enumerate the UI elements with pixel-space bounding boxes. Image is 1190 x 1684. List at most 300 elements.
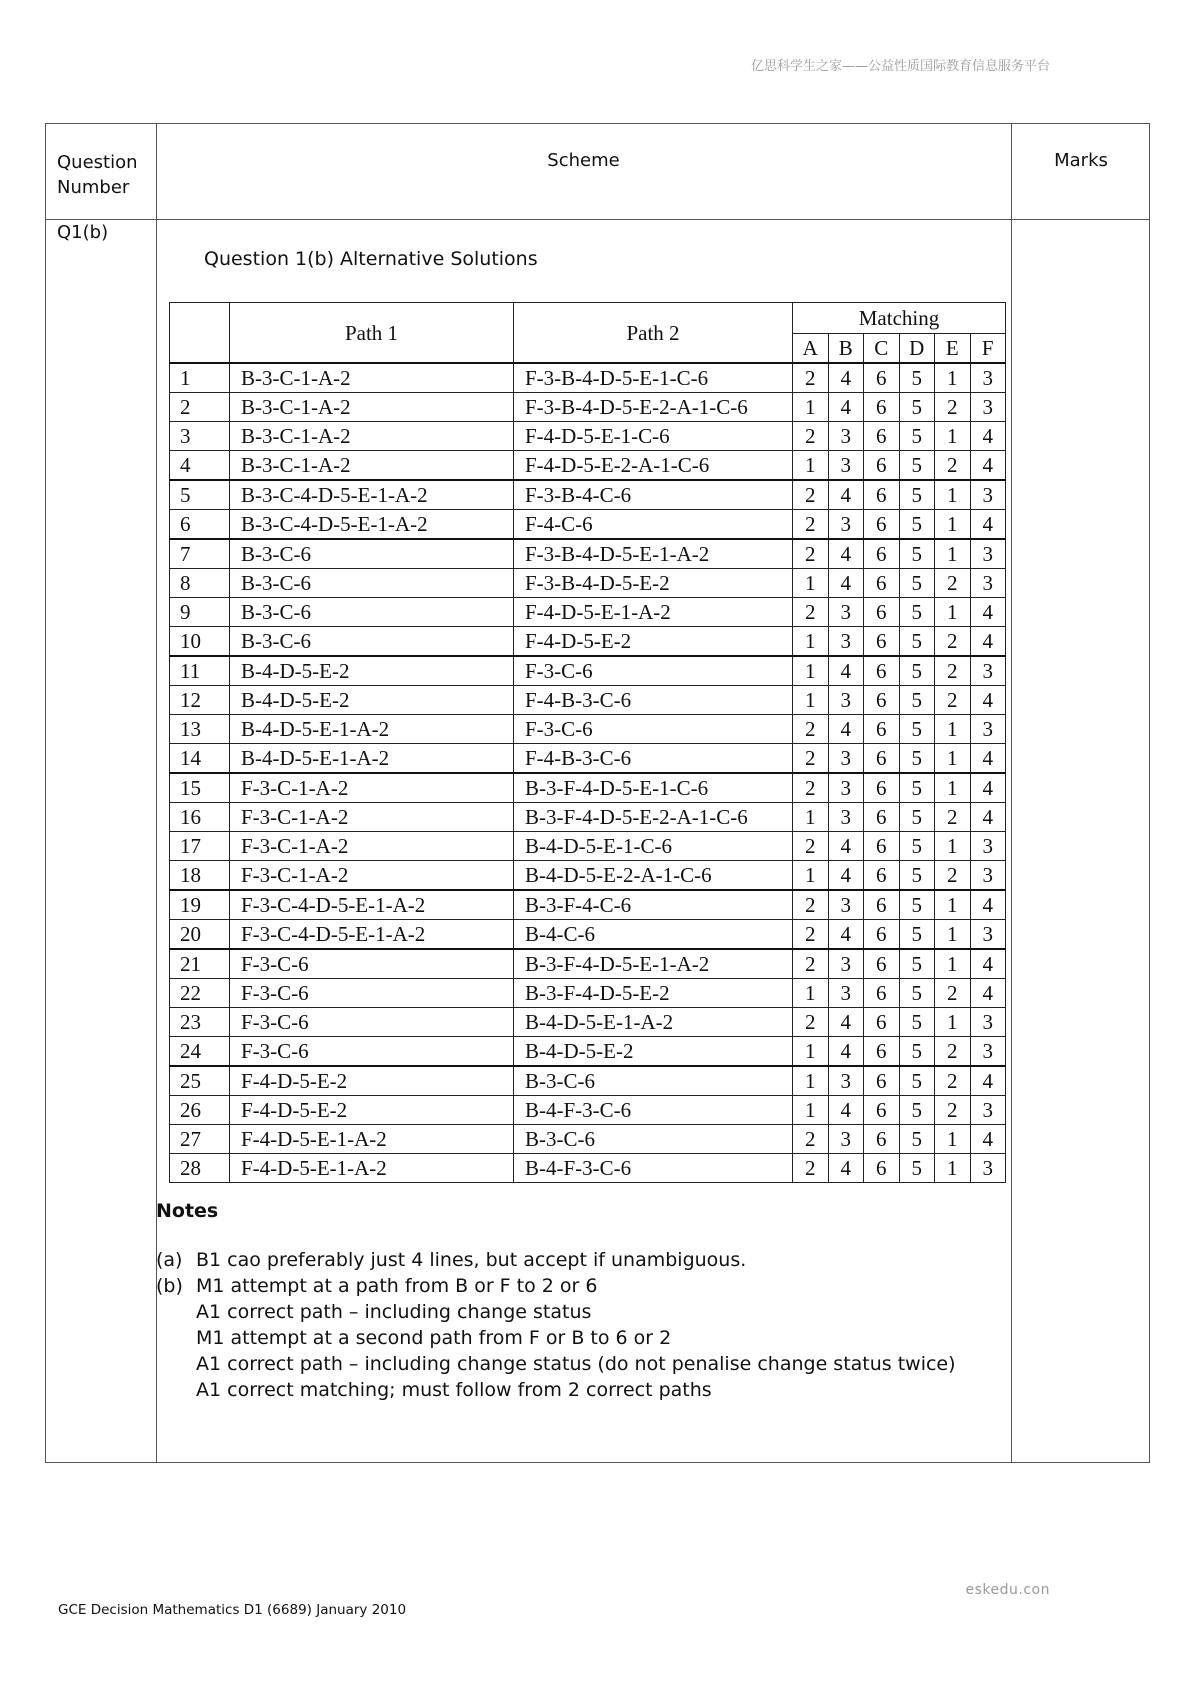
path1-cell: B-3-C-6 (230, 627, 514, 657)
path2-cell: B-4-D-5-E-1-A-2 (514, 1008, 793, 1037)
matching-cell: 3 (970, 861, 1006, 891)
matching-cell: 2 (935, 861, 971, 891)
matching-cell: 6 (864, 598, 900, 627)
matching-cell: 4 (970, 979, 1006, 1008)
note-line (156, 1325, 956, 1351)
matching-header: Matching (793, 303, 1006, 334)
matching-cell: 6 (864, 1154, 900, 1183)
path1-cell: F-4-D-5-E-1-A-2 (230, 1125, 514, 1154)
table-row (170, 1066, 1006, 1096)
table-row (170, 949, 1006, 979)
path2-cell: B-3-F-4-D-5-E-2-A-1-C-6 (514, 803, 793, 832)
matching-cell: 4 (828, 1154, 864, 1183)
table-row (170, 773, 1006, 803)
matching-cell: 2 (935, 569, 971, 598)
note-text: A1 correct path – including change status (196, 1301, 592, 1323)
matching-cell: 3 (828, 627, 864, 657)
matching-cell: 5 (899, 569, 935, 598)
path1-cell: F-3-C-6 (230, 979, 514, 1008)
matching-cell: 5 (899, 1154, 935, 1183)
footer-title: GCE Decision Mathematics D1 (6689) January 2010 (58, 1602, 407, 1618)
path1-cell: F-3-C-4-D-5-E-1-A-2 (230, 920, 514, 950)
matching-cell: 1 (935, 744, 971, 774)
row-number: 20 (170, 920, 230, 950)
row-number: 1 (170, 363, 230, 393)
matching-cell: 4 (828, 920, 864, 950)
table-row (170, 890, 1006, 920)
matching-cell: 6 (864, 949, 900, 979)
matching-cell: 4 (828, 363, 864, 393)
matching-cell: 3 (970, 832, 1006, 861)
matching-cell: 5 (899, 1125, 935, 1154)
notes-list (156, 1247, 956, 1403)
path1-cell: F-3-C-1-A-2 (230, 861, 514, 891)
path2-cell: B-3-F-4-C-6 (514, 890, 793, 920)
matching-cell: 6 (864, 686, 900, 715)
scheme-header: Scheme (547, 150, 620, 171)
path2-cell: F-4-D-5-E-2-A-1-C-6 (514, 451, 793, 481)
letter-header: D (899, 334, 935, 364)
table-row (170, 598, 1006, 627)
matching-cell: 2 (793, 890, 829, 920)
path1-cell: B-3-C-6 (230, 598, 514, 627)
matching-cell: 3 (828, 422, 864, 451)
marks-header: Marks (1054, 150, 1108, 171)
matching-cell: 2 (935, 451, 971, 481)
matching-cell: 2 (935, 1096, 971, 1125)
column-divider-2 (1011, 124, 1012, 1462)
matching-cell: 5 (899, 949, 935, 979)
matching-cell: 1 (935, 949, 971, 979)
matching-cell: 4 (970, 803, 1006, 832)
matching-cell: 5 (899, 686, 935, 715)
matching-cell: 1 (935, 1125, 971, 1154)
matching-cell: 4 (828, 393, 864, 422)
letter-header: C (864, 334, 900, 364)
matching-cell: 3 (970, 1008, 1006, 1037)
row-number: 7 (170, 539, 230, 569)
row-number: 9 (170, 598, 230, 627)
matching-cell: 3 (828, 803, 864, 832)
table-row (170, 569, 1006, 598)
matching-cell: 1 (793, 979, 829, 1008)
matching-cell: 2 (793, 539, 829, 569)
path1-cell: F-3-C-1-A-2 (230, 803, 514, 832)
path2-cell: F-4-C-6 (514, 510, 793, 540)
path1-cell: F-3-C-1-A-2 (230, 773, 514, 803)
path1-cell: B-4-D-5-E-1-A-2 (230, 744, 514, 774)
note-label: (a) (156, 1249, 183, 1271)
path1-cell: B-3-C-6 (230, 539, 514, 569)
matching-cell: 1 (793, 393, 829, 422)
matching-cell: 1 (935, 598, 971, 627)
matching-cell: 3 (828, 979, 864, 1008)
matching-cell: 4 (970, 627, 1006, 657)
matching-cell: 4 (828, 539, 864, 569)
matching-cell: 2 (935, 627, 971, 657)
matching-cell: 6 (864, 715, 900, 744)
matching-cell: 6 (864, 832, 900, 861)
matching-cell: 4 (970, 1125, 1006, 1154)
table-row (170, 832, 1006, 861)
matching-cell: 4 (828, 832, 864, 861)
row-number: 28 (170, 1154, 230, 1183)
matching-cell: 4 (970, 451, 1006, 481)
matching-cell: 5 (899, 422, 935, 451)
matching-cell: 3 (828, 773, 864, 803)
matching-cell: 4 (970, 744, 1006, 774)
matching-cell: 1 (793, 1096, 829, 1125)
table-row (170, 1154, 1006, 1183)
path1-cell: F-3-C-4-D-5-E-1-A-2 (230, 890, 514, 920)
path1-cell: B-3-C-6 (230, 569, 514, 598)
matching-cell: 1 (793, 1037, 829, 1067)
path2-cell: B-4-F-3-C-6 (514, 1096, 793, 1125)
note-line (156, 1273, 956, 1299)
matching-cell: 6 (864, 480, 900, 510)
row-number: 19 (170, 890, 230, 920)
matching-cell: 6 (864, 773, 900, 803)
note-line (156, 1377, 956, 1403)
table-header-row (170, 303, 1006, 334)
path1-cell: B-3-C-1-A-2 (230, 451, 514, 481)
matching-cell: 5 (899, 773, 935, 803)
matching-cell: 5 (899, 598, 935, 627)
note-text: A1 correct matching; must follow from 2 correct paths (196, 1379, 712, 1401)
table-row (170, 979, 1006, 1008)
path2-header: Path 2 (514, 303, 793, 364)
matching-cell: 3 (828, 598, 864, 627)
path2-cell: B-3-C-6 (514, 1125, 793, 1154)
table-row (170, 422, 1006, 451)
path2-cell: B-4-D-5-E-2-A-1-C-6 (514, 861, 793, 891)
question-number: Q1(b) (57, 222, 109, 243)
matching-cell: 6 (864, 1125, 900, 1154)
table-row (170, 744, 1006, 774)
matching-cell: 5 (899, 480, 935, 510)
table-row (170, 363, 1006, 393)
matching-cell: 5 (899, 744, 935, 774)
path2-cell: B-3-F-4-D-5-E-1-C-6 (514, 773, 793, 803)
row-number: 23 (170, 1008, 230, 1037)
header-note: 亿思科学生之家——公益性质国际教育信息服务平台 (750, 59, 1050, 74)
matching-cell: 3 (828, 510, 864, 540)
row-number: 2 (170, 393, 230, 422)
matching-cell: 2 (935, 1066, 971, 1096)
matching-cell: 1 (935, 1008, 971, 1037)
matching-cell: 4 (828, 480, 864, 510)
matching-cell: 4 (970, 598, 1006, 627)
matching-cell: 2 (793, 949, 829, 979)
matching-cell: 2 (793, 1125, 829, 1154)
matching-cell: 2 (793, 832, 829, 861)
table-row (170, 1125, 1006, 1154)
path2-cell: F-4-D-5-E-1-C-6 (514, 422, 793, 451)
path2-cell: B-4-C-6 (514, 920, 793, 950)
matching-cell: 4 (828, 1037, 864, 1067)
matching-cell: 2 (793, 1154, 829, 1183)
path2-cell: F-4-B-3-C-6 (514, 686, 793, 715)
matching-cell: 2 (793, 363, 829, 393)
path1-cell: B-3-C-4-D-5-E-1-A-2 (230, 510, 514, 540)
matching-cell: 2 (793, 480, 829, 510)
matching-cell: 3 (970, 1096, 1006, 1125)
matching-cell: 3 (970, 569, 1006, 598)
matching-cell: 2 (793, 510, 829, 540)
matching-cell: 4 (970, 773, 1006, 803)
matching-cell: 3 (828, 1125, 864, 1154)
matching-cell: 5 (899, 656, 935, 686)
note-line (156, 1247, 956, 1273)
matching-cell: 6 (864, 569, 900, 598)
matching-cell: 6 (864, 363, 900, 393)
path1-cell: F-3-C-6 (230, 1037, 514, 1067)
row-number: 5 (170, 480, 230, 510)
row-number: 14 (170, 744, 230, 774)
path1-cell: B-3-C-1-A-2 (230, 363, 514, 393)
matching-cell: 2 (935, 686, 971, 715)
note-text: M1 attempt at a second path from F or B to 6 or 2 (196, 1327, 672, 1349)
matching-cell: 6 (864, 422, 900, 451)
row-number: 13 (170, 715, 230, 744)
matching-cell: 5 (899, 920, 935, 950)
notes-title: Notes (156, 1200, 219, 1222)
matching-cell: 1 (935, 1154, 971, 1183)
table-row (170, 920, 1006, 950)
path1-cell: B-4-D-5-E-1-A-2 (230, 715, 514, 744)
path2-cell: F-3-C-6 (514, 715, 793, 744)
matching-cell: 2 (793, 920, 829, 950)
matching-cell: 3 (970, 1037, 1006, 1067)
matching-cell: 3 (970, 1154, 1006, 1183)
matching-cell: 1 (793, 569, 829, 598)
matching-cell: 3 (970, 393, 1006, 422)
note-label: (b) (156, 1275, 183, 1297)
matching-cell: 5 (899, 861, 935, 891)
row-number: 27 (170, 1125, 230, 1154)
matching-cell: 4 (828, 1096, 864, 1125)
matching-cell: 6 (864, 744, 900, 774)
row-number: 4 (170, 451, 230, 481)
matching-cell: 4 (970, 686, 1006, 715)
path2-cell: B-4-F-3-C-6 (514, 1154, 793, 1183)
path2-cell: B-4-D-5-E-1-C-6 (514, 832, 793, 861)
note-text: A1 correct path – including change status (do not penalise change status twice) (196, 1353, 956, 1375)
matching-cell: 3 (828, 451, 864, 481)
path2-cell: F-4-D-5-E-1-A-2 (514, 598, 793, 627)
matching-cell: 6 (864, 451, 900, 481)
matching-cell: 4 (828, 861, 864, 891)
matching-cell: 6 (864, 656, 900, 686)
matching-cell: 4 (828, 715, 864, 744)
matching-cell: 1 (793, 1066, 829, 1096)
table-row (170, 803, 1006, 832)
matching-cell: 2 (793, 1008, 829, 1037)
matching-cell: 5 (899, 451, 935, 481)
matching-cell: 3 (970, 715, 1006, 744)
matching-cell: 4 (970, 890, 1006, 920)
matching-cell: 3 (828, 686, 864, 715)
path2-cell: B-3-F-4-D-5-E-1-A-2 (514, 949, 793, 979)
matching-cell: 6 (864, 510, 900, 540)
matching-cell: 2 (793, 422, 829, 451)
row-number: 17 (170, 832, 230, 861)
matching-cell: 2 (793, 744, 829, 774)
matching-cell: 5 (899, 393, 935, 422)
matching-cell: 5 (899, 510, 935, 540)
matching-cell: 5 (899, 1008, 935, 1037)
row-number: 3 (170, 422, 230, 451)
path1-cell: F-4-D-5-E-1-A-2 (230, 1154, 514, 1183)
matching-cell: 6 (864, 393, 900, 422)
row-number: 8 (170, 569, 230, 598)
matching-cell: 4 (970, 422, 1006, 451)
letter-header: E (935, 334, 971, 364)
matching-cell: 6 (864, 803, 900, 832)
table-row (170, 451, 1006, 481)
path2-cell: F-4-B-3-C-6 (514, 744, 793, 774)
matching-cell: 1 (793, 451, 829, 481)
path2-cell: B-4-D-5-E-2 (514, 1037, 793, 1067)
matching-cell: 1 (793, 861, 829, 891)
note-line (156, 1299, 956, 1325)
path1-header: Path 1 (230, 303, 514, 364)
matching-cell: 6 (864, 861, 900, 891)
matching-cell: 3 (970, 480, 1006, 510)
row-number: 16 (170, 803, 230, 832)
matching-cell: 1 (935, 363, 971, 393)
matching-cell: 1 (935, 920, 971, 950)
matching-cell: 6 (864, 1066, 900, 1096)
matching-cell: 2 (935, 979, 971, 1008)
matching-cell: 3 (970, 656, 1006, 686)
matching-cell: 1 (935, 890, 971, 920)
matching-cell: 6 (864, 627, 900, 657)
matching-cell: 1 (935, 715, 971, 744)
table-row (170, 1037, 1006, 1067)
matching-cell: 2 (793, 773, 829, 803)
path1-cell: B-3-C-1-A-2 (230, 422, 514, 451)
path2-cell: F-3-B-4-D-5-E-2-A-1-C-6 (514, 393, 793, 422)
matching-cell: 5 (899, 1037, 935, 1067)
matching-cell: 6 (864, 1037, 900, 1067)
row-number: 21 (170, 949, 230, 979)
matching-cell: 3 (970, 920, 1006, 950)
mark-scheme-frame (45, 123, 1150, 1463)
matching-cell: 6 (864, 539, 900, 569)
note-text: M1 attempt at a path from B or F to 2 or 6 (196, 1275, 598, 1297)
letter-header: F (970, 334, 1006, 364)
matching-cell: 5 (899, 803, 935, 832)
matching-cell: 1 (935, 773, 971, 803)
matching-cell: 1 (935, 480, 971, 510)
matching-cell: 4 (970, 510, 1006, 540)
matching-cell: 6 (864, 1008, 900, 1037)
footer-watermark: eskedu.con (965, 1582, 1050, 1598)
matching-cell: 5 (899, 979, 935, 1008)
alternative-solutions-table (169, 302, 1006, 1183)
matching-cell: 5 (899, 363, 935, 393)
matching-cell: 5 (899, 715, 935, 744)
row-number: 15 (170, 773, 230, 803)
matching-cell: 6 (864, 1096, 900, 1125)
path1-cell: B-4-D-5-E-2 (230, 686, 514, 715)
path2-cell: F-4-D-5-E-2 (514, 627, 793, 657)
path2-cell: F-3-B-4-D-5-E-1-A-2 (514, 539, 793, 569)
letter-header: B (828, 334, 864, 364)
matching-cell: 1 (793, 656, 829, 686)
table-row (170, 510, 1006, 540)
note-text: B1 cao preferably just 4 lines, but accept if unambiguous. (196, 1249, 747, 1271)
path2-cell: F-3-B-4-D-5-E-1-C-6 (514, 363, 793, 393)
path1-cell: B-3-C-4-D-5-E-1-A-2 (230, 480, 514, 510)
question-number-header: Question Number (57, 152, 138, 198)
row-number: 12 (170, 686, 230, 715)
matching-cell: 2 (935, 1037, 971, 1067)
note-line (156, 1351, 956, 1377)
matching-cell: 3 (828, 744, 864, 774)
matching-cell: 4 (828, 656, 864, 686)
table-row (170, 715, 1006, 744)
row-number: 6 (170, 510, 230, 540)
path1-cell: F-3-C-6 (230, 1008, 514, 1037)
matching-cell: 4 (828, 1008, 864, 1037)
matching-cell: 3 (828, 949, 864, 979)
table-row (170, 1096, 1006, 1125)
table-row (170, 627, 1006, 657)
matching-cell: 1 (793, 803, 829, 832)
row-number: 11 (170, 656, 230, 686)
matching-cell: 2 (793, 598, 829, 627)
matching-cell: 5 (899, 539, 935, 569)
path1-cell: F-4-D-5-E-2 (230, 1066, 514, 1096)
matching-cell: 4 (970, 1066, 1006, 1096)
matching-cell: 1 (935, 422, 971, 451)
letter-header: A (793, 334, 829, 364)
path1-cell: F-3-C-6 (230, 949, 514, 979)
table-row (170, 656, 1006, 686)
matching-cell: 3 (970, 363, 1006, 393)
matching-cell: 1 (935, 510, 971, 540)
matching-cell: 2 (935, 656, 971, 686)
matching-cell: 6 (864, 920, 900, 950)
matching-cell: 2 (935, 393, 971, 422)
matching-cell: 5 (899, 1066, 935, 1096)
path2-cell: F-3-B-4-D-5-E-2 (514, 569, 793, 598)
row-number: 25 (170, 1066, 230, 1096)
matching-cell: 2 (793, 715, 829, 744)
matching-cell: 5 (899, 627, 935, 657)
table-row (170, 686, 1006, 715)
table-row (170, 480, 1006, 510)
row-number: 24 (170, 1037, 230, 1067)
matching-cell: 1 (935, 539, 971, 569)
row-number-header (170, 303, 230, 364)
table-row (170, 393, 1006, 422)
path2-cell: F-3-C-6 (514, 656, 793, 686)
matching-cell: 1 (793, 627, 829, 657)
path2-cell: F-3-B-4-C-6 (514, 480, 793, 510)
table-row (170, 539, 1006, 569)
path2-cell: B-3-F-4-D-5-E-2 (514, 979, 793, 1008)
path2-cell: B-3-C-6 (514, 1066, 793, 1096)
matching-cell: 3 (970, 539, 1006, 569)
matching-cell: 4 (828, 569, 864, 598)
path1-cell: F-4-D-5-E-2 (230, 1096, 514, 1125)
notes-section (156, 1200, 956, 1403)
row-number: 10 (170, 627, 230, 657)
matching-cell: 1 (935, 832, 971, 861)
